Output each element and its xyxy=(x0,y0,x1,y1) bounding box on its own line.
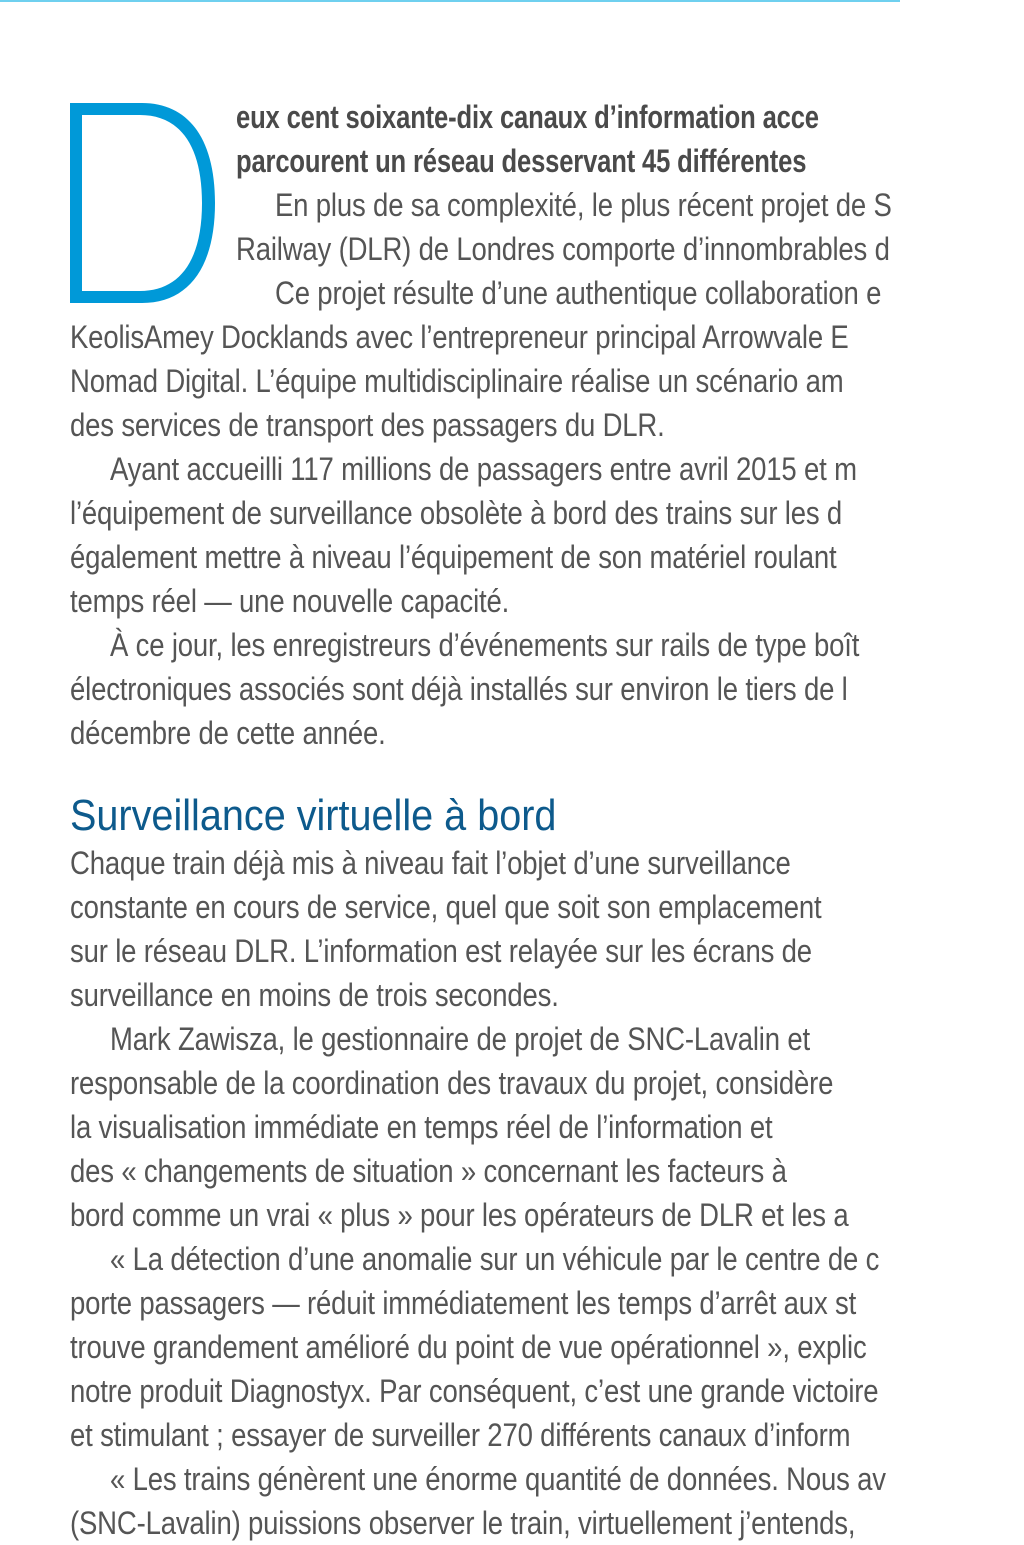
text-line: (SNC-Lavalin) puissions observer le train, virtuellement j’entends, xyxy=(70,1505,856,1541)
section-heading: Surveillance virtuelle à bord xyxy=(70,791,557,840)
text-line: constante en cours de service, quel que soit son emplacement xyxy=(70,889,822,925)
text-line: temps réel — une nouvelle capacité. xyxy=(70,583,510,619)
text-line: En plus de sa complexité, le plus récent projet de S xyxy=(275,187,892,223)
text-line: Ayant accueilli 117 millions de passagers entre avril 2015 et m xyxy=(110,451,857,487)
text-line: notre produit Diagnostyx. Par conséquent, c’est une grande victoire xyxy=(70,1373,879,1409)
text-line: eux cent soixante-dix canaux d’information acce xyxy=(236,99,819,135)
text-line: également mettre à niveau l’équipement de son matériel roulant xyxy=(70,539,837,575)
text-line: surveillance en moins de trois secondes. xyxy=(70,977,559,1013)
text-line: « La détection d’une anomalie sur un véhicule par le centre de c xyxy=(110,1241,880,1277)
text-line: Nomad Digital. L’équipe multidisciplinaire réalise un scénario am xyxy=(70,363,844,399)
text-line: l’équipement de surveillance obsolète à bord des trains sur les d xyxy=(70,495,843,531)
text-line: responsable de la coordination des travaux du projet, considère xyxy=(70,1065,834,1101)
top-rule xyxy=(0,0,900,2)
text-line: « Les trains génèrent une énorme quantité de données. Nous av xyxy=(110,1461,886,1497)
text-line: et stimulant ; essayer de surveiller 270 différents canaux d’inform xyxy=(70,1417,851,1453)
text-line: Mark Zawisza, le gestionnaire de projet de SNC-Lavalin et xyxy=(110,1021,810,1057)
text-line: des « changements de situation » concernant les facteurs à xyxy=(70,1153,787,1189)
text-line: parcourent un réseau desservant 45 différentes xyxy=(236,143,807,179)
text-line: bord comme un vrai « plus » pour les opérateurs de DLR et les a xyxy=(70,1197,849,1233)
text-line: sur le réseau DLR. L’information est relayée sur les écrans de xyxy=(70,933,812,969)
text-line: électroniques associés sont déjà installés sur environ le tiers de l xyxy=(70,671,848,707)
text-line: décembre de cette année. xyxy=(70,715,386,751)
text-line: porte passagers — réduit immédiatement les temps d’arrêt aux st xyxy=(70,1285,857,1321)
text-line: des services de transport des passagers du DLR. xyxy=(70,407,665,443)
text-line: KeolisAmey Docklands avec l’entrepreneur principal Arrowvale E xyxy=(70,319,849,355)
text-line: la visualisation immédiate en temps réel de l’information et xyxy=(70,1109,773,1145)
text-line: Chaque train déjà mis à niveau fait l’objet d’une surveillance xyxy=(70,845,791,881)
text-line: À ce jour, les enregistreurs d’événements sur rails de type boît xyxy=(110,627,860,663)
drop-cap-d xyxy=(70,103,215,303)
text-line: trouve grandement amélioré du point de vue opérationnel », explic xyxy=(70,1329,867,1365)
text-line: Ce projet résulte d’une authentique collaboration e xyxy=(275,275,882,311)
text-line: Railway (DLR) de Londres comporte d’innombrables d xyxy=(236,231,890,267)
